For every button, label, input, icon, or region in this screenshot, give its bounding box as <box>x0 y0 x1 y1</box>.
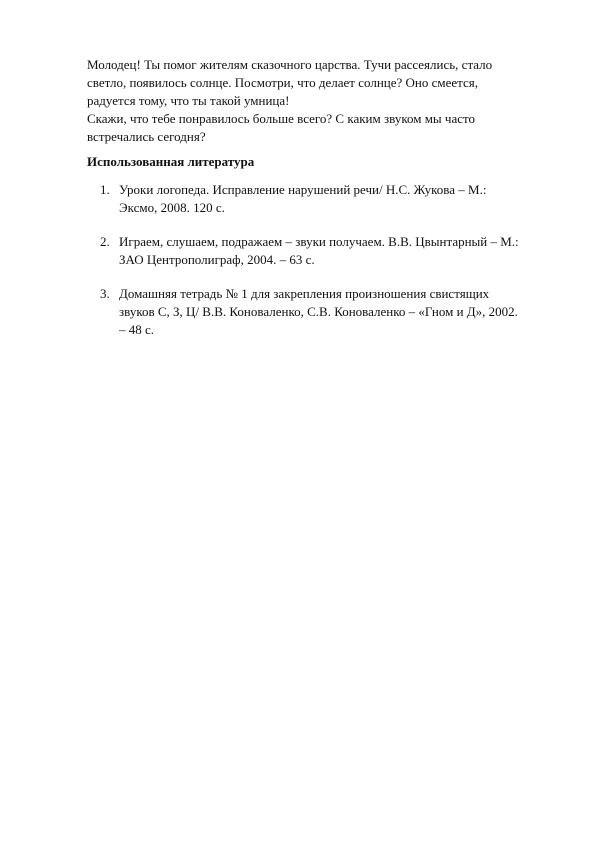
question-paragraph: Скажи, что тебе понравилось больше всего? С каким звуком мы часто встречались сегодня? <box>87 111 476 144</box>
reference-number: 3. <box>100 286 110 301</box>
reference-item <box>87 181 527 217</box>
reference-text: Уроки логопеда. Исправление нарушений речи/ Н.С. Жукова – М.: Эксмо, 2008. 120 с. <box>119 182 487 215</box>
closing-paragraph: Молодец! Ты помог жителям сказочного царства. Тучи рассеялись, стало светло, появилось солнце. Посмотри, что делает солнце? Оно смеется, радуется тому, что ты такой умница! <box>87 57 493 108</box>
reference-text: Домашняя тетрадь № 1 для закрепления произношения свистящих звуков С, З, Ц/ В.В. Коноваленко, С.В. Коноваленко – «Гном и Д», 2002. – 48 с. <box>119 286 518 337</box>
reference-number: 1. <box>100 182 110 197</box>
references-list <box>87 181 527 339</box>
document-page <box>87 56 527 355</box>
references-heading: Использованная литература <box>87 154 255 169</box>
reference-number: 2. <box>100 234 110 249</box>
reference-item <box>87 233 527 269</box>
reference-item <box>87 285 527 339</box>
reference-text: Играем, слушаем, подражаем – звуки получаем. В.В. Цвынтарный – М.: ЗАО Центрополиграф, 2004. – 63 с. <box>119 234 519 267</box>
